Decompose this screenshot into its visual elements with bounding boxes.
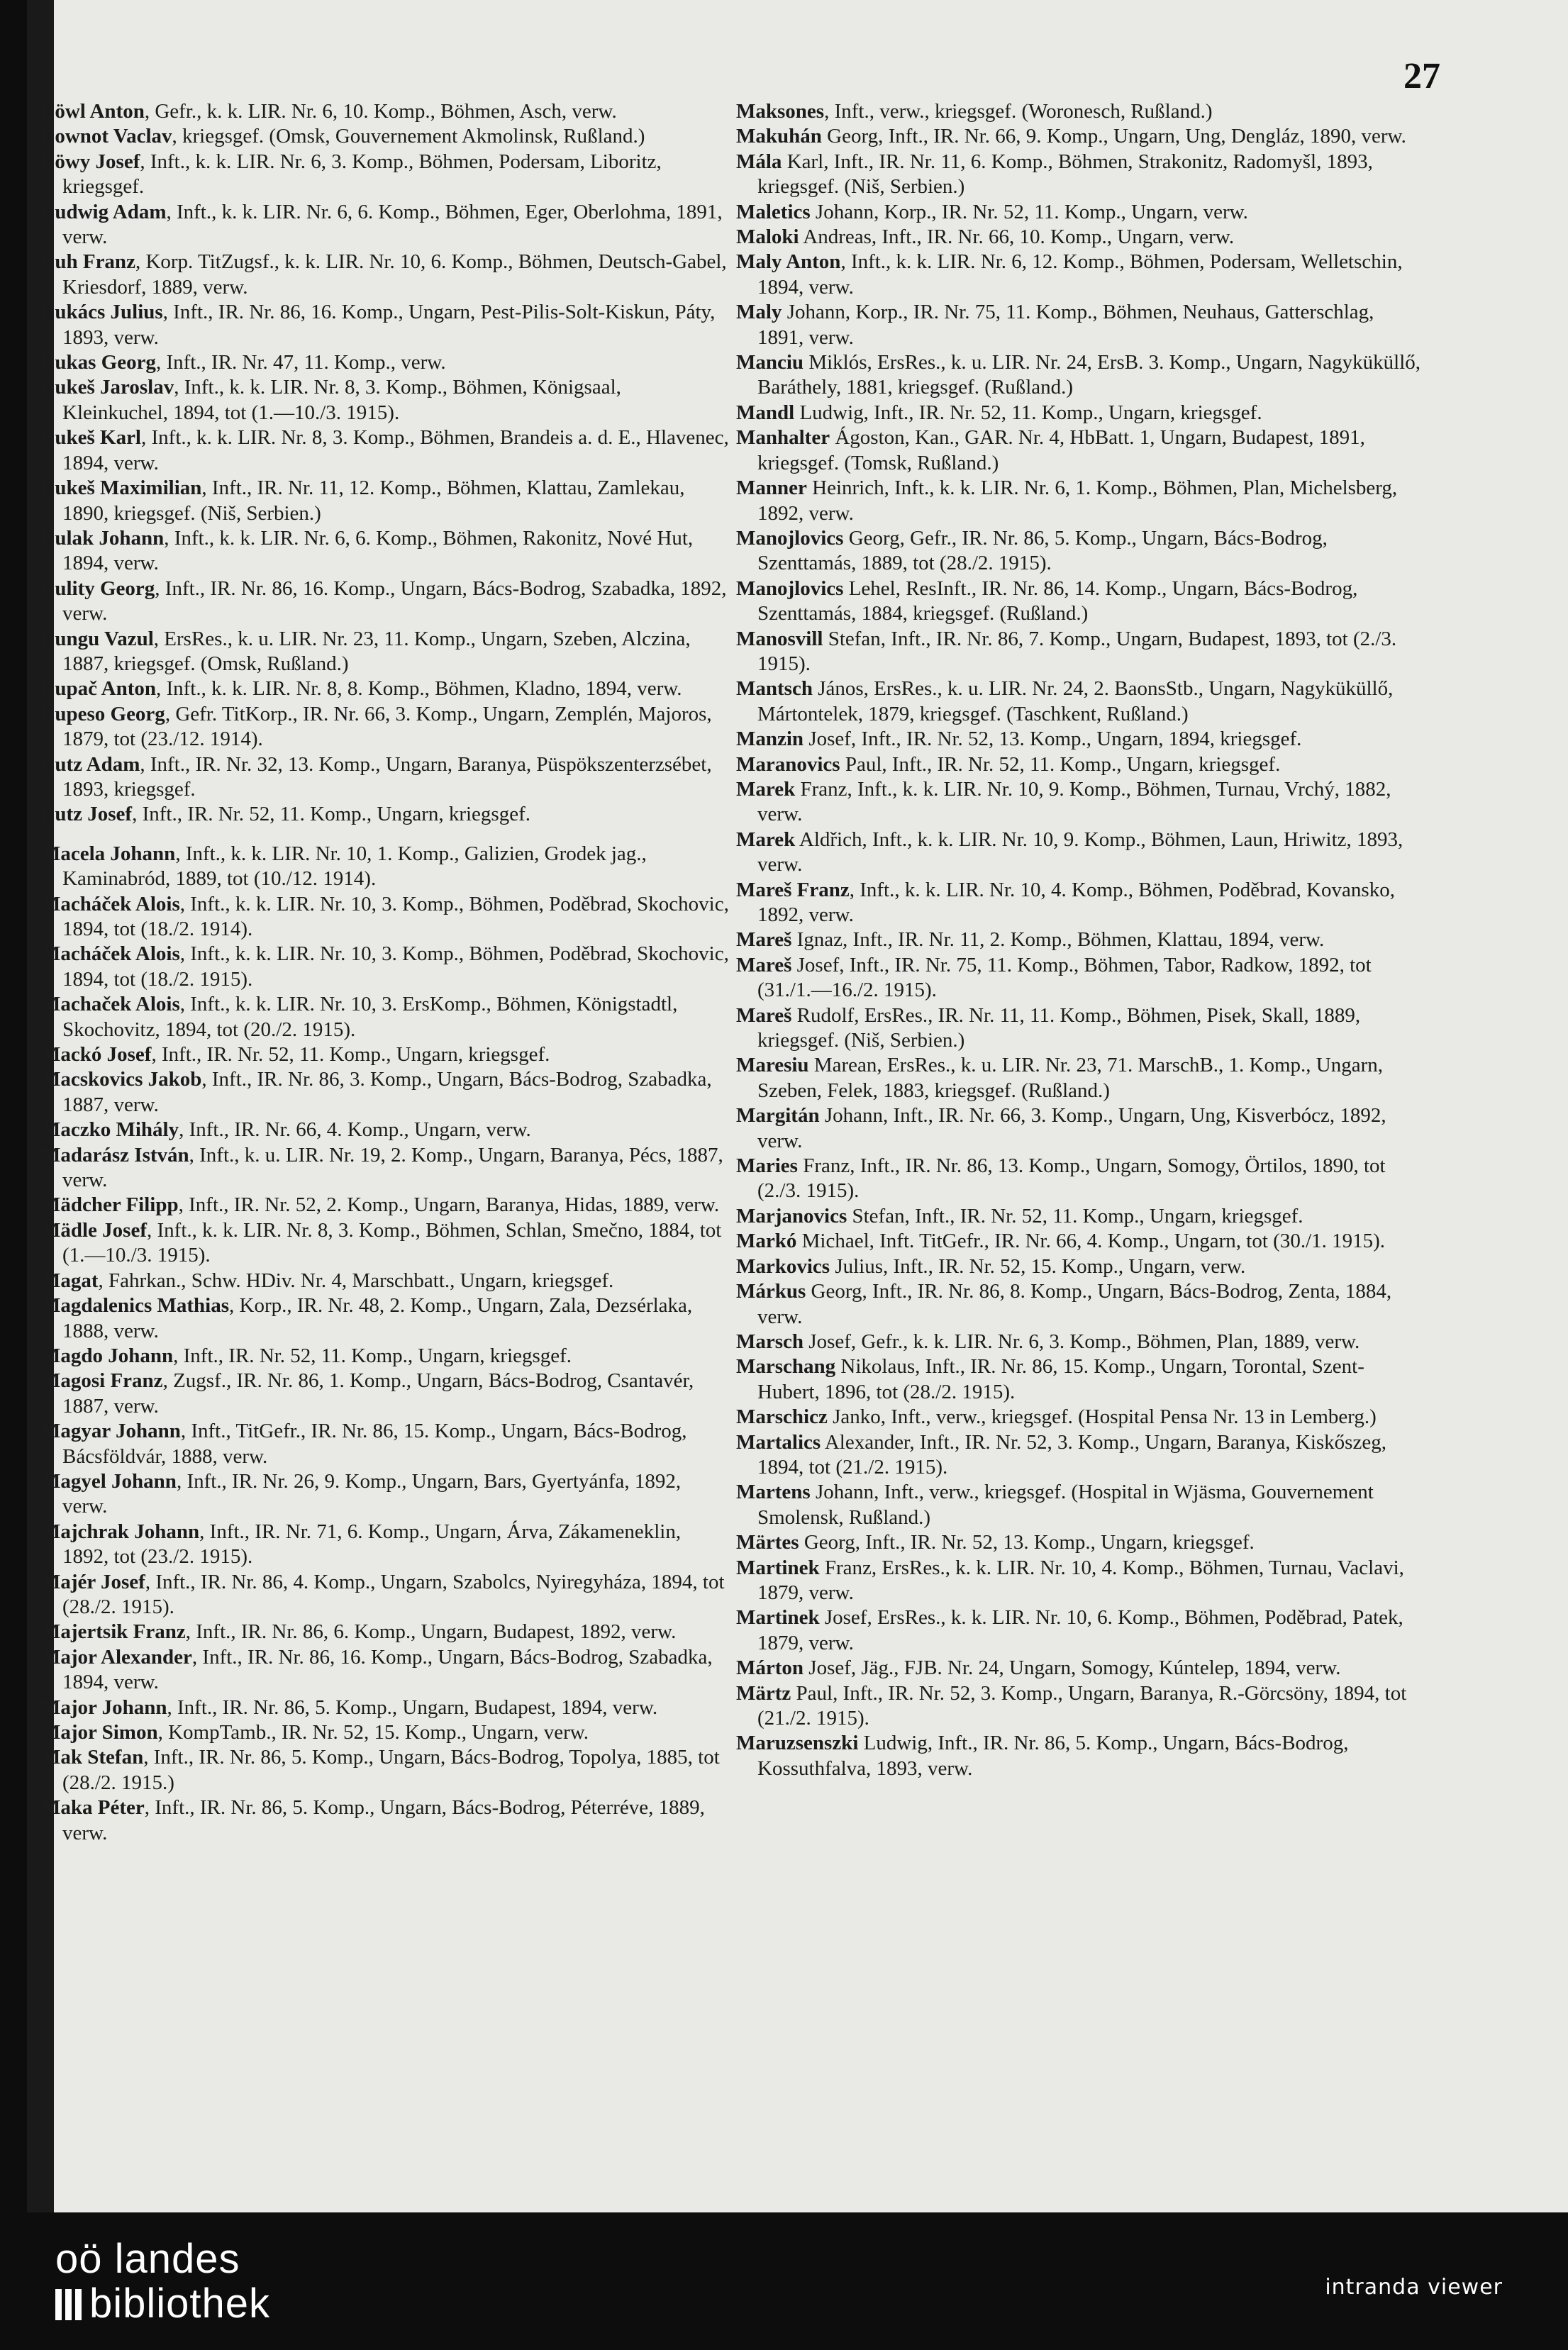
entry-name: Makuhán <box>736 125 822 148</box>
entry-name: Lukeš Jaroslav <box>41 376 174 399</box>
entry-name: Margitán <box>736 1104 820 1127</box>
entry-name: Lungu Vazul <box>41 627 154 650</box>
entry-text: , Inft., IR. Nr. 86, 5. Komp., Ungarn, Bács-Bodrog, Péterréve, 1889, verw. <box>62 1796 705 1844</box>
entry-text: Johann, Korp., IR. Nr. 52, 11. Komp., Ungarn, verw. <box>810 200 1248 223</box>
entry-name: Macskovics Jakob <box>41 1068 202 1091</box>
entry-name: Märtz <box>736 1681 791 1705</box>
register-entry <box>41 1520 729 1570</box>
register-entry <box>41 200 729 250</box>
entry-text: Johann, Korp., IR. Nr. 75, 11. Komp., Böhmen, Neuhaus, Gatterschlag, 1891, verw. <box>757 301 1374 349</box>
register-entry <box>736 1254 1424 1279</box>
register-entry <box>736 124 1424 149</box>
register-entry <box>736 1229 1424 1254</box>
entry-name: Maresiu <box>736 1054 809 1077</box>
register-entry <box>736 1330 1424 1354</box>
entry-text: Marean, ErsRes., k. u. LIR. Nr. 23, 71. MarschB., 1. Komp., Ungarn, Szeben, Felek, 1883, kriegsgef. (Rußland.) <box>757 1054 1384 1102</box>
entry-name: Markó <box>736 1230 797 1253</box>
entry-name: Manojlovics <box>736 526 844 550</box>
entry-name: Maly <box>736 301 782 324</box>
register-entry <box>736 1656 1424 1681</box>
entry-text: , kriegsgef. (Omsk, Gouvernement Akmolinsk, Rußland.) <box>172 125 645 148</box>
register-entry <box>41 1720 729 1745</box>
register-entry <box>736 1556 1424 1606</box>
entry-name: Marjanovics <box>736 1204 847 1227</box>
entry-name: Lupač Anton <box>41 677 156 701</box>
register-entry <box>41 526 729 577</box>
right-column <box>736 99 1424 1781</box>
register-entry <box>41 676 729 701</box>
register-entry <box>736 1605 1424 1656</box>
register-entry <box>41 992 729 1042</box>
entry-name: Mak Stefan <box>41 1746 144 1769</box>
entry-name: Lulak Johann <box>41 526 165 550</box>
entry-text: , Inft., IR. Nr. 52, 11. Komp., Ungarn, kriegsgef. <box>132 803 530 826</box>
entry-text: , Inft., IR. Nr. 32, 13. Komp., Ungarn, Baranya, Püspökszenterzsébet, 1893, kriegsgef. <box>62 752 712 801</box>
entry-text: , Inft., IR. Nr. 86, 5. Komp., Ungarn, Budapest, 1894, verw. <box>167 1695 658 1719</box>
entry-text: Georg, Inft., IR. Nr. 86, 8. Komp., Ungarn, Bács-Bodrog, Zenta, 1884, verw. <box>757 1280 1392 1328</box>
register-entry <box>41 842 729 892</box>
entry-name: Madarász István <box>41 1143 189 1166</box>
entry-text: , Inft., IR. Nr. 86, 3. Komp., Ungarn, Bács-Bodrog, Szabadka, 1887, verw. <box>62 1068 712 1116</box>
register-entry <box>736 1053 1424 1103</box>
entry-text: , Inft., k. k. LIR. Nr. 8, 3. Komp., Böhmen, Brandeis a. d. E., Hlavenec, 1894, verw. <box>62 426 729 474</box>
entry-text: Josef, Jäg., FJB. Nr. 24, Ungarn, Somogy, Kúntelep, 1894, verw. <box>804 1656 1341 1680</box>
entry-name: Márkus <box>736 1280 806 1303</box>
entry-name: Manciu <box>736 351 804 374</box>
entry-name: Maka Péter <box>41 1796 145 1820</box>
entry-name: Maksones <box>736 100 825 123</box>
entry-text: , Zugsf., IR. Nr. 86, 1. Komp., Ungarn, Bács-Bodrog, Csantavér, 1887, verw. <box>62 1369 694 1418</box>
viewer-label: intranda viewer <box>1325 2275 1503 2300</box>
entry-name: Manojlovics <box>736 577 844 600</box>
register-entry <box>736 752 1424 777</box>
entry-text: Heinrich, Inft., k. k. LIR. Nr. 6, 1. Komp., Böhmen, Plan, Michelsberg, 1892, verw. <box>757 477 1398 525</box>
entry-text: , Inft., IR. Nr. 86, 4. Komp., Ungarn, Szabolcs, Nyiregyháza, 1894, tot (28./2. 1915). <box>62 1570 725 1618</box>
entry-text: , Inft., k. k. LIR. Nr. 10, 3. ErsKomp., Böhmen, Königstadtl, Skochovitz, 1894, tot (20./2. 1915). <box>62 993 678 1041</box>
entry-name: Mála <box>736 150 782 173</box>
entry-text: , Inft., k. k. LIR. Nr. 6, 3. Komp., Böhmen, Podersam, Liboritz, kriegsgef. <box>62 150 662 199</box>
entry-text: Paul, Inft., IR. Nr. 52, 3. Komp., Ungarn, Baranya, R.-Görcsöny, 1894, tot (21./2. 1915). <box>757 1681 1407 1730</box>
register-entry <box>41 476 729 526</box>
entry-name: Mareš <box>736 1003 792 1027</box>
entry-name: Majér Josef <box>41 1570 145 1593</box>
entry-text: , Inft., k. k. LIR. Nr. 8, 3. Komp., Böhmen, Königsaal, Kleinkuchel, 1894, tot (1.—10./3. 1915). <box>62 376 621 424</box>
entry-name: Maletics <box>736 200 811 223</box>
entry-text: Karl, Inft., IR. Nr. 11, 6. Komp., Böhmen, Strakonitz, Radomyšl, 1893, kriegsgef. (Niš, Serbien.) <box>757 150 1373 199</box>
entry-name: Mädle Josef <box>41 1218 147 1242</box>
entry-name: Magosi Franz <box>41 1369 163 1393</box>
register-entry <box>736 150 1424 200</box>
entry-text: , Inft., IR. Nr. 52, 2. Komp., Ungarn, Baranya, Hidas, 1889, verw. <box>178 1193 720 1217</box>
register-entry <box>41 150 729 200</box>
entry-name: Magdalenics Mathias <box>41 1294 230 1318</box>
entry-name: Mareš <box>736 953 792 976</box>
entry-text: Josef, ErsRes., k. k. LIR. Nr. 10, 6. Komp., Böhmen, Poděbrad, Patek, 1879, verw. <box>757 1606 1403 1654</box>
register-entry <box>736 250 1424 300</box>
entry-text: , Inft., k. k. LIR. Nr. 8, 3. Komp., Böhmen, Schlan, Smečno, 1884, tot (1.—10./3. 1915). <box>62 1218 722 1267</box>
entry-text: , ErsRes., k. u. LIR. Nr. 23, 11. Komp., Ungarn, Szeben, Alczina, 1887, kriegsgef. (Omsk, Rußland.) <box>62 627 691 675</box>
entry-name: Mädcher Filipp <box>41 1193 179 1217</box>
entry-name: Marsch <box>736 1330 804 1353</box>
register-entry <box>41 1067 729 1118</box>
entry-text: , Inft., k. k. LIR. Nr. 6, 6. Komp., Böhmen, Rakonitz, Nové Hut, 1894, verw. <box>62 526 694 575</box>
entry-name: Lupeso Georg <box>41 702 165 725</box>
register-entry <box>736 1279 1424 1330</box>
register-entry <box>41 1795 729 1846</box>
entry-name: Lukeš Karl <box>41 426 141 450</box>
entry-name: Lulity Georg <box>41 577 155 600</box>
register-entry <box>41 1620 729 1644</box>
entry-text: Paul, Inft., IR. Nr. 52, 11. Komp., Ungarn, kriegsgef. <box>840 752 1281 776</box>
entry-name: Macháček Alois <box>41 892 180 915</box>
logo-bars-icon <box>55 2283 85 2330</box>
entry-name: Major Simon <box>41 1721 158 1744</box>
register-entry <box>736 99 1424 124</box>
register-entry <box>736 1204 1424 1229</box>
entry-name: Lukeš Maximilian <box>41 477 202 500</box>
entry-name: Löwy Josef <box>41 150 140 173</box>
entry-text: Stefan, Inft., IR. Nr. 52, 11. Komp., Ungarn, kriegsgef. <box>847 1204 1303 1227</box>
entry-name: Maruzsenszki <box>736 1732 859 1755</box>
entry-name: Magdo Johann <box>41 1344 174 1367</box>
entry-name: Mandl <box>736 401 795 424</box>
register-entry <box>41 250 729 300</box>
entry-text: Franz, ErsRes., k. k. LIR. Nr. 10, 4. Komp., Böhmen, Turnau, Vaclavi, 1879, verw. <box>757 1556 1404 1604</box>
entry-text: Georg, Inft., IR. Nr. 52, 13. Komp., Ungarn, kriegsgef. <box>799 1531 1255 1554</box>
register-entry <box>41 1344 729 1369</box>
register-entry <box>736 1430 1424 1481</box>
entry-text: Georg, Gefr., IR. Nr. 86, 5. Komp., Ungarn, Bács-Bodrog, Szenttamás, 1889, tot (28./2. 1915). <box>757 526 1328 575</box>
entry-text: , Inft., k. k. LIR. Nr. 6, 6. Komp., Böhmen, Eger, Oberlohma, 1891, verw. <box>62 200 723 249</box>
register-entry <box>41 1419 729 1469</box>
register-entry <box>41 577 729 627</box>
entry-text: , Inft., k. k. LIR. Nr. 10, 3. Komp., Böhmen, Poděbrad, Skochovic, 1894, tot (18./2. 1914). <box>62 892 729 940</box>
entry-text: Miklós, ErsRes., k. u. LIR. Nr. 24, ErsB. 3. Komp., Ungarn, Nagyküküllő, Baráthely, 1881, kriegsgef. (Rußland.) <box>757 351 1421 399</box>
register-entry <box>736 526 1424 577</box>
entry-text: , Inft., k. k. LIR. Nr. 6, 12. Komp., Böhmen, Podersam, Welletschin, 1894, verw. <box>757 250 1403 299</box>
register-entry <box>736 401 1424 425</box>
entry-name: Lutz Josef <box>41 803 133 826</box>
register-entry <box>736 878 1424 928</box>
entry-name: Manhalter <box>736 426 830 450</box>
register-entry <box>736 928 1424 952</box>
entry-name: Maczko Mihály <box>41 1118 179 1142</box>
entry-text: Ludwig, Inft., IR. Nr. 86, 5. Komp., Ungarn, Bács-Bodrog, Kossuthfalva, 1893, verw. <box>757 1732 1349 1780</box>
register-entry <box>736 727 1424 752</box>
register-entry <box>41 1570 729 1620</box>
entry-text: János, ErsRes., k. u. LIR. Nr. 24, 2. BaonsStb., Ungarn, Nagyküküllő, Mártontelek, 1879, kriegsgef. (Taschkent, Rußland.) <box>757 677 1394 725</box>
register-entry <box>41 1469 729 1520</box>
entry-text: , Inft., k. k. LIR. Nr. 10, 3. Komp., Böhmen, Poděbrad, Skochovic, 1894, tot (18./2. 1915). <box>62 942 729 991</box>
register-entry <box>736 1154 1424 1204</box>
entry-name: Marschang <box>736 1355 836 1379</box>
entry-text: , Inft., IR. Nr. 26, 9. Komp., Ungarn, Bars, Gyertyánfa, 1892, verw. <box>62 1469 682 1518</box>
register-entry <box>41 375 729 425</box>
register-entry <box>41 124 729 149</box>
entry-text: , Inft., IR. Nr. 86, 6. Komp., Ungarn, Budapest, 1892, verw. <box>185 1620 677 1644</box>
entry-name: Mareš Franz <box>736 878 850 901</box>
register-entry <box>41 1218 729 1269</box>
register-entry <box>736 953 1424 1003</box>
register-entry <box>41 1293 729 1344</box>
register-entry <box>736 676 1424 727</box>
entry-name: Lownot Vaclav <box>41 125 172 148</box>
register-entry <box>736 777 1424 828</box>
entry-text: , Inft., IR. Nr. 66, 4. Komp., Ungarn, verw. <box>179 1118 531 1142</box>
entry-text: , Inft., IR. Nr. 52, 11. Komp., Ungarn, kriegsgef. <box>151 1043 550 1067</box>
entry-name: Mantsch <box>736 677 813 701</box>
entry-text: , Inft., k. k. LIR. Nr. 10, 1. Komp., Galizien, Grodek jag., Kaminabród, 1889, tot (10./12. 1914). <box>62 842 647 891</box>
register-entry <box>736 1681 1424 1732</box>
register-entry <box>41 425 729 476</box>
entry-text: Josef, Gefr., k. k. LIR. Nr. 6, 3. Komp., Böhmen, Plan, 1889, verw. <box>804 1330 1360 1353</box>
entry-text: Andreas, Inft., IR. Nr. 66, 10. Komp., Ungarn, verw. <box>799 225 1235 249</box>
entry-text: Alexander, Inft., IR. Nr. 52, 3. Komp., Ungarn, Baranya, Kiskőszeg, 1894, tot (21./2. 1915). <box>757 1430 1386 1479</box>
entry-name: Martinek <box>736 1606 820 1630</box>
entry-name: Mareš <box>736 928 792 952</box>
register-entry <box>736 1103 1424 1154</box>
entry-text: , Inft., IR. Nr. 47, 11. Komp., verw. <box>155 351 446 374</box>
page-number: 27 <box>1403 56 1440 96</box>
document-page <box>27 0 1568 2212</box>
register-entry <box>41 300 729 350</box>
register-entry <box>736 1731 1424 1781</box>
entry-name: Manzin <box>736 728 804 751</box>
entry-text: , Inft., IR. Nr. 86, 16. Komp., Ungarn, Bács-Bodrog, Szabadka, 1892, verw. <box>62 577 727 625</box>
entry-name: Marschicz <box>736 1405 828 1429</box>
entry-text: , Inft., k. u. LIR. Nr. 19, 2. Komp., Ungarn, Baranya, Pécs, 1887, verw. <box>62 1143 723 1192</box>
register-entry <box>736 200 1424 225</box>
library-logo[interactable] <box>55 2238 270 2330</box>
register-entry <box>41 627 729 677</box>
entry-text: Franz, Inft., IR. Nr. 86, 13. Komp., Ungarn, Somogy, Örtilos, 1890, tot (2./3. 1915). <box>757 1154 1386 1203</box>
entry-name: Maries <box>736 1154 798 1178</box>
register-entry <box>736 425 1424 476</box>
entry-name: Major Alexander <box>41 1645 192 1669</box>
entry-text: Lehel, ResInft., IR. Nr. 86, 14. Komp., Ungarn, Bács-Bodrog, Szenttamás, 1884, kriegsgef. (Rußland.) <box>757 577 1358 625</box>
register-entry <box>41 1042 729 1067</box>
entry-text: Janko, Inft., verw., kriegsgef. (Hospital Pensa Nr. 13 in Lemberg.) <box>827 1405 1377 1429</box>
entry-text: , Inft., IR. Nr. 11, 12. Komp., Böhmen, Klattau, Zamlekau, 1890, kriegsgef. (Niš, Serbien.) <box>62 477 685 525</box>
register-entry <box>41 702 729 752</box>
entry-text: Nikolaus, Inft., IR. Nr. 86, 15. Komp., Ungarn, Torontal, Szent-Hubert, 1896, tot (28./2. 1915). <box>757 1355 1364 1403</box>
entry-text: , Inft., k. k. LIR. Nr. 10, 4. Komp., Böhmen, Poděbrad, Kovansko, 1892, verw. <box>757 878 1395 926</box>
register-entry <box>736 1405 1424 1430</box>
register-entry <box>736 476 1424 526</box>
entry-text: Georg, Inft., IR. Nr. 66, 9. Komp., Ungarn, Ung, Dengláz, 1890, verw. <box>821 125 1406 148</box>
entry-text: , Inft., IR. Nr. 86, 5. Komp., Ungarn, Bács-Bodrog, Topolya, 1885, tot (28./2. 1915.) <box>62 1746 720 1794</box>
entry-name: Macháček Alois <box>41 942 180 966</box>
entry-name: Machaček Alois <box>41 993 180 1016</box>
entry-text: , Inft., IR. Nr. 71, 6. Komp., Ungarn, Árva, Zákameneklin, 1892, tot (23./2. 1915). <box>62 1520 682 1569</box>
register-entry <box>41 1695 729 1720</box>
entry-text: , Fahrkan., Schw. HDiv. Nr. 4, Marschbatt., Ungarn, kriegsgef. <box>98 1269 614 1292</box>
entry-name: Maranovics <box>736 752 840 776</box>
entry-name: Marek <box>736 828 796 851</box>
entry-text: Ágoston, Kan., GAR. Nr. 4, HbBatt. 1, Ungarn, Budapest, 1891, kriegsgef. (Tomsk, Rußland.) <box>757 426 1365 474</box>
register-entry <box>41 1645 729 1695</box>
entry-text: Michael, Inft. TitGefr., IR. Nr. 66, 4. Komp., Ungarn, tot (30./1. 1915). <box>796 1230 1386 1253</box>
entry-name: Lutz Adam <box>41 752 140 776</box>
entry-name: Maly Anton <box>736 250 841 274</box>
entry-name: Löwl Anton <box>41 100 145 123</box>
register-entry <box>41 802 729 827</box>
entry-name: Marek <box>736 777 796 801</box>
entry-name: Magyar Johann <box>41 1420 181 1443</box>
entry-text: Johann, Inft., verw., kriegsgef. (Hospital in Wjäsma, Gouvernement Smolensk, Rußland.) <box>757 1481 1374 1529</box>
entry-text: , Inft., k. k. LIR. Nr. 8, 8. Komp., Böhmen, Kladno, 1894, verw. <box>155 677 682 701</box>
register-entry <box>736 1354 1424 1405</box>
entry-name: Luh Franz <box>41 250 135 274</box>
entry-text: , Korp., IR. Nr. 48, 2. Komp., Ungarn, Zala, Dezsérlaka, 1888, verw. <box>62 1294 693 1342</box>
entry-name: Maloki <box>736 225 799 249</box>
register-entry <box>41 1143 729 1193</box>
entry-text: Julius, Inft., IR. Nr. 52, 15. Komp., Ungarn, verw. <box>830 1254 1246 1278</box>
entry-name: Manner <box>736 477 807 500</box>
entry-name: Martens <box>736 1481 811 1504</box>
register-entry <box>736 300 1424 350</box>
entry-text: , Inft., TitGefr., IR. Nr. 86, 15. Komp., Ungarn, Bács-Bodrog, Bácsföldvár, 1888, verw. <box>62 1420 687 1468</box>
entry-name: Martinek <box>736 1556 820 1579</box>
entry-name: Lukács Julius <box>41 301 163 324</box>
entry-text: , Inft., IR. Nr. 52, 11. Komp., Ungarn, kriegsgef. <box>173 1344 572 1367</box>
register-entry <box>736 1530 1424 1555</box>
entry-name: Majertsik Franz <box>41 1620 186 1644</box>
register-entry <box>41 1369 729 1419</box>
logo-line-2: bibliothek <box>89 2281 271 2327</box>
register-entry <box>736 1480 1424 1530</box>
entry-name: Märtes <box>736 1531 799 1554</box>
entry-name: Ludwig Adam <box>41 200 167 223</box>
entry-text: Ludwig, Inft., IR. Nr. 52, 11. Komp., Ungarn, kriegsgef. <box>794 401 1262 424</box>
entry-name: Martalics <box>736 1430 821 1454</box>
entry-text: , Inft., verw., kriegsgef. (Woronesch, Rußland.) <box>824 100 1213 123</box>
entry-text: , Gefr., k. k. LIR. Nr. 6, 10. Komp., Böhmen, Asch, verw. <box>144 100 617 123</box>
register-entry <box>41 99 729 124</box>
entry-name: Magat <box>41 1269 99 1292</box>
entry-text: Franz, Inft., k. k. LIR. Nr. 10, 9. Komp., Böhmen, Turnau, Vrchý, 1882, verw. <box>757 777 1391 826</box>
register-entry <box>41 1118 729 1142</box>
entry-text: Johann, Inft., IR. Nr. 66, 3. Komp., Ungarn, Ung, Kisverbócz, 1892, verw. <box>757 1104 1386 1152</box>
register-entry <box>41 752 729 803</box>
register-entry <box>736 350 1424 401</box>
entry-text: , Inft., IR. Nr. 86, 16. Komp., Ungarn, Pest-Pilis-Solt-Kiskun, Páty, 1893, verw. <box>62 301 716 349</box>
entry-name: Macela Johann <box>41 842 176 865</box>
register-entry <box>736 577 1424 627</box>
viewer-footer <box>0 2212 1568 2350</box>
entry-text: , Gefr. TitKorp., IR. Nr. 66, 3. Komp., Ungarn, Zemplén, Majoros, 1879, tot (23./12. 1914). <box>62 702 712 751</box>
entry-text: Rudolf, ErsRes., IR. Nr. 11, 11. Komp., Böhmen, Pisek, Skall, 1889, kriegsgef. (Niš, Serbien.) <box>757 1003 1361 1052</box>
entry-name: Manosvill <box>736 627 823 650</box>
register-entry <box>41 1269 729 1293</box>
entry-text: Aldřich, Inft., k. k. LIR. Nr. 10, 9. Komp., Böhmen, Laun, Hriwitz, 1893, verw. <box>757 828 1403 876</box>
entry-name: Major Johann <box>41 1695 167 1719</box>
register-entry <box>736 225 1424 250</box>
entry-name: Magyel Johann <box>41 1469 177 1493</box>
register-entry <box>41 1745 729 1795</box>
entry-name: Majchrak Johann <box>41 1520 200 1543</box>
left-column <box>41 99 729 1846</box>
entry-name: Márton <box>736 1656 804 1680</box>
entry-name: Markovics <box>736 1254 830 1278</box>
entry-text: , Inft., IR. Nr. 86, 16. Komp., Ungarn, Bács-Bodrog, Szabadka, 1894, verw. <box>62 1645 713 1694</box>
logo-line-1: oö landes <box>55 2236 240 2282</box>
register-entry <box>41 942 729 992</box>
entry-text: Josef, Inft., IR. Nr. 75, 11. Komp., Böhmen, Tabor, Radkow, 1892, tot (31./1.—16./2. 1915). <box>757 953 1372 1002</box>
register-entry <box>41 350 729 375</box>
register-entry <box>41 1193 729 1218</box>
register-entry <box>41 892 729 942</box>
entry-name: Mackó Josef <box>41 1043 152 1067</box>
entry-text: Ignaz, Inft., IR. Nr. 11, 2. Komp., Böhmen, Klattau, 1894, verw. <box>791 928 1325 952</box>
entry-name: Lukas Georg <box>41 351 156 374</box>
entry-text: Josef, Inft., IR. Nr. 52, 13. Komp., Ungarn, 1894, kriegsgef. <box>804 728 1302 751</box>
entry-text: Stefan, Inft., IR. Nr. 86, 7. Komp., Ungarn, Budapest, 1893, tot (2./3. 1915). <box>757 627 1397 675</box>
entry-text: , KompTamb., IR. Nr. 52, 15. Komp., Ungarn, verw. <box>157 1721 589 1744</box>
register-entry <box>736 1003 1424 1054</box>
register-entry <box>736 627 1424 677</box>
entry-text: , Korp. TitZugsf., k. k. LIR. Nr. 10, 6. Komp., Böhmen, Deutsch-Gabel, Kriesdorf, 1889, verw. <box>62 250 727 299</box>
register-entry <box>736 828 1424 878</box>
